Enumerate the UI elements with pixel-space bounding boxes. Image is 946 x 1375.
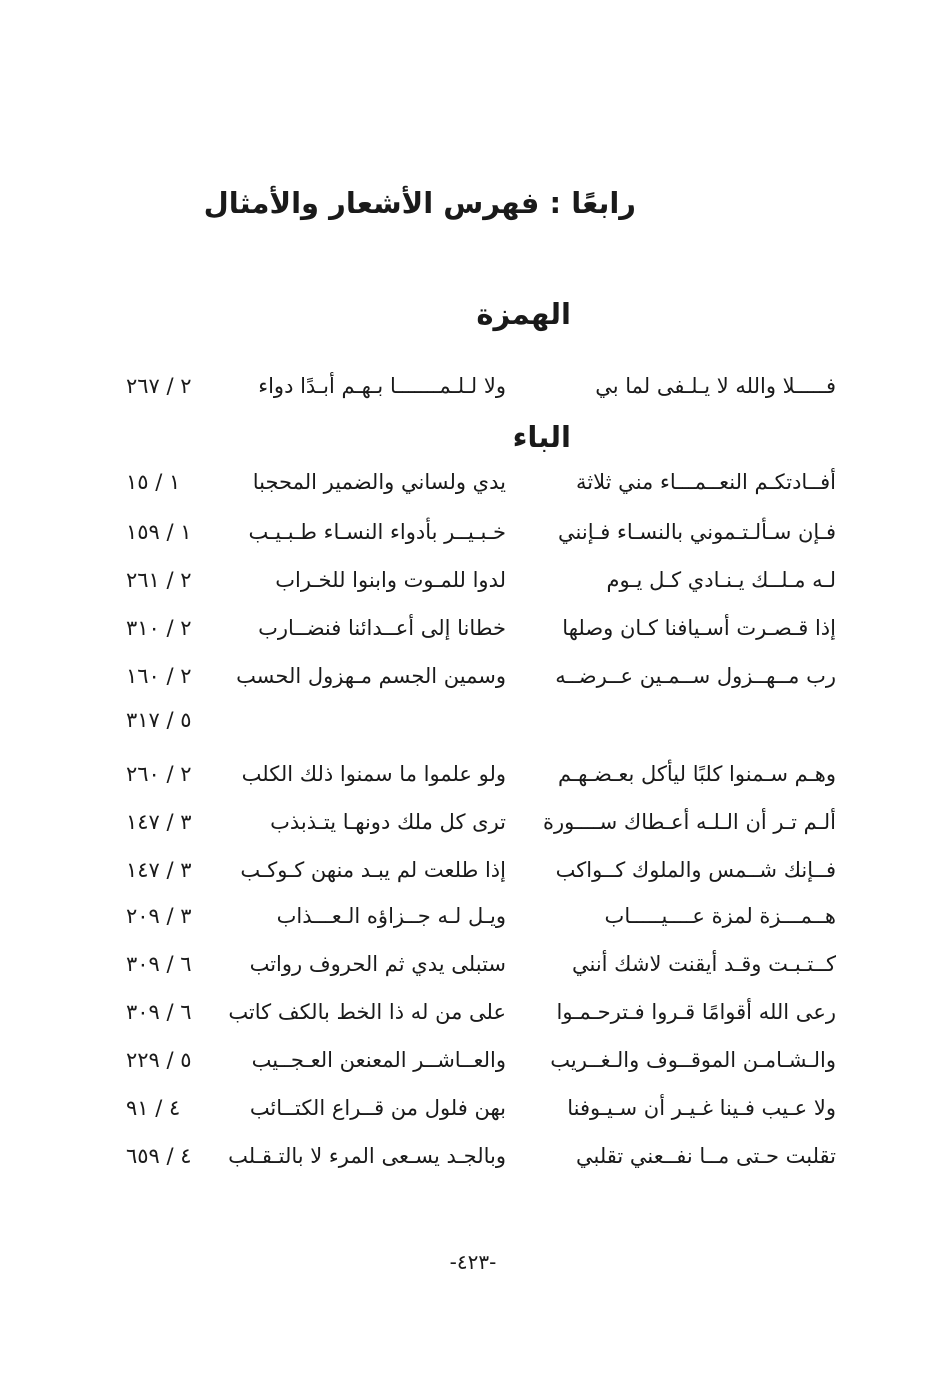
verse-first-hemistich: رعى الله أقوامًا قـروا فـترحـمـوا	[556, 1000, 836, 1024]
verse-first-hemistich: والـشـامـن الموقــوف والـغــريب	[550, 1048, 836, 1072]
volume-page-reference: ٣ / ١٤٧	[126, 810, 192, 834]
verse-row	[106, 462, 836, 502]
verse-row	[106, 608, 836, 648]
verse-first-hemistich: تقلبت حـتى مــا نفــعني تقلبي	[575, 1144, 836, 1168]
verse-row	[106, 896, 836, 936]
verse-row	[106, 560, 836, 600]
verse-row	[106, 992, 836, 1032]
verse-first-hemistich: هــمـــزة لمزة عــــيـــــاب	[604, 904, 836, 928]
volume-page-reference: ١ / ١٥	[126, 470, 181, 494]
verse-second-hemistich: لدوا للمـوت وابنوا للخـراب	[275, 568, 506, 592]
verse-row	[106, 754, 836, 794]
volume-page-reference: ٣ / ١٤٧	[126, 858, 192, 882]
verse-first-hemistich: إذا قـصـرت أسـيافنا كـان وصلها	[562, 616, 836, 640]
volume-page-reference: ٥ / ٣١٧	[126, 708, 192, 732]
page-title: رابعًا : فهرس الأشعار والأمثال	[203, 186, 636, 220]
volume-page-reference: ٤ / ٩١	[126, 1096, 181, 1120]
verse-first-hemistich: وهـم سـمنوا كلبًا ليأكل بعـضـهـم	[558, 762, 836, 786]
volume-page-reference: ٥ / ٢٢٩	[126, 1048, 192, 1072]
verse-row	[106, 656, 836, 696]
verse-second-hemistich: ولو علموا ما سمنوا ذلك الكلب	[241, 762, 506, 786]
volume-page-reference: ٢ / ١٦٠	[126, 664, 192, 688]
verse-first-hemistich: رب مــهــزول ســمـين عــرضــه	[555, 664, 836, 688]
verse-first-hemistich: ألـم تـر أن الـلـه أعـطاك ســــورة	[543, 810, 836, 834]
volume-page-reference: ٦ / ٣٠٩	[126, 952, 192, 976]
verse-second-hemistich: ترى كل ملك دونهـا يتـذبذب	[270, 810, 506, 834]
verse-second-hemistich: ولا لـلـمـــــــا بـهـم أبـدًا دواء	[258, 374, 506, 398]
verse-second-hemistich: خـبـيــر بأدواء النسـاء طـبـيـب	[248, 520, 506, 544]
verse-second-hemistich: على من له ذا الخط بالكف كاتب	[228, 1000, 506, 1024]
verse-second-hemistich: خطانا إلى أعــدائنا فنضــارب	[258, 616, 506, 640]
verse-first-hemistich: فــإنك شــمس والملوك كــواكب	[555, 858, 836, 882]
verse-row	[106, 366, 836, 406]
verse-second-hemistich: ستبلى يدي ثم الحروف رواتب	[249, 952, 506, 976]
verse-row	[106, 1136, 836, 1176]
verse-second-hemistich: وسمين الجسم مـهزول الحسب	[236, 664, 506, 688]
verse-first-hemistich: أفــادتكـم النعــمـــاء مني ثلاثة	[576, 470, 836, 494]
volume-page-reference: ٣ / ٢٠٩	[126, 904, 192, 928]
verse-row	[106, 1040, 836, 1080]
verse-row	[106, 850, 836, 890]
verse-row	[106, 1088, 836, 1128]
verse-row	[106, 512, 836, 552]
verse-second-hemistich: ويـل لـه جــزاؤه الـعـــذاب	[276, 904, 506, 928]
verse-second-hemistich: والعــاشــر المعنعن العـجــيب	[251, 1048, 506, 1072]
verse-row	[106, 802, 836, 842]
verse-second-hemistich: وبالجـد يسـعى المرء لا بالتـقـلب	[228, 1144, 506, 1168]
verse-first-hemistich: كــتـبـت وقـد أيقنت لاشك أنني	[571, 952, 836, 976]
volume-page-reference: ٢ / ٣١٠	[126, 616, 192, 640]
verse-first-hemistich: ولا عـيب فـينا غـيـر أن سـيـوفنا	[567, 1096, 836, 1120]
section-heading-baa: الباء	[512, 420, 571, 454]
verse-first-hemistich: فـإن سـألـتـموني بالنسـاء فـإنني	[558, 520, 836, 544]
volume-page-reference: ٦ / ٣٠٩	[126, 1000, 192, 1024]
page-number: -٤٢٣-	[449, 1250, 497, 1274]
volume-page-reference: ١ / ١٥٩	[126, 520, 192, 544]
verse-second-hemistich: بهن فلول من قــراع الكتــائب	[249, 1096, 506, 1120]
volume-page-reference: ٢ / ٢٦٧	[126, 374, 192, 398]
verse-first-hemistich: فـــــلا والله لا يـلـفى لما بي	[595, 374, 836, 398]
section-heading-hamza: الهمزة	[476, 297, 571, 331]
verse-row	[106, 944, 836, 984]
verse-row	[106, 700, 836, 740]
volume-page-reference: ٢ / ٢٦١	[126, 568, 192, 592]
volume-page-reference: ٤ / ٦٥٩	[126, 1144, 192, 1168]
volume-page-reference: ٢ / ٢٦٠	[126, 762, 192, 786]
verse-first-hemistich: لـه مـلــك يـنـادي كـل يـوم	[606, 568, 836, 592]
verse-second-hemistich: يدي ولساني والضمير المحجبا	[252, 470, 506, 494]
verse-second-hemistich: إذا طلعت لم يبـد منهن كـوكـب	[240, 858, 506, 882]
